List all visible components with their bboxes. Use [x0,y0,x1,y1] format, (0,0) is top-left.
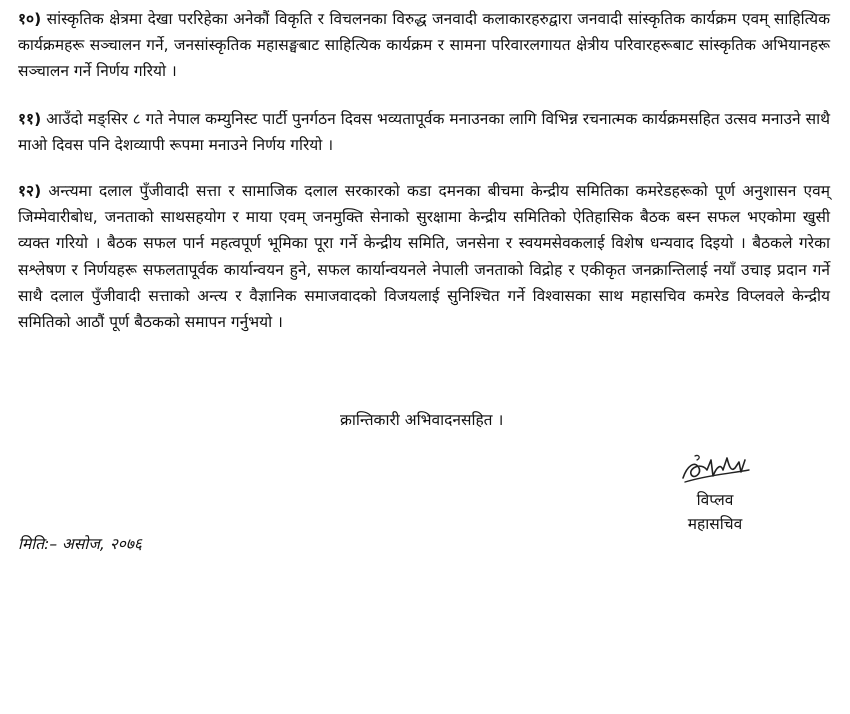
closing-salutation: क्रान्तिकारी अभिवादनसहित । [340,411,504,429]
paragraph-12 [18,178,830,335]
signature-block [660,448,770,536]
paragraph-number: ११) [18,110,42,128]
paragraph-text: सांस्कृतिक क्षेत्रमा देखा पररिहेका अनेकौं विकृति र विचलनका विरुद्ध जनवादी कलाकारहरुद्वारा जनवादी सांस्कृतिक कार्यक्रम एवम् साहित्यिक कार्यक्रमहरू सञ्चालन गर्ने, जनसांस्कृतिक महासङ्घबाट साहित्यिक कार्यक्रम र सामना परिवारलगायत क्षेत्रीय परिवारहरूबाट सांस्कृतिक अभियानहरू सञ्चालन गर्ने निर्णय गरियो । [18,10,830,81]
paragraph-text: अन्त्यमा दलाल पुँजीवादी सत्ता र सामाजिक दलाल सरकारको कडा दमनका बीचमा केन्द्रीय समितिका कमरेडहरूको पूर्ण अनुशासन एवम् जिम्मेवारीबोध, जनताको साथसहयोग र माया एवम् जनमुक्ति सेनाको सुरक्षामा केन्द्रीय समितिको ऐतिहासिक बैठक बस्न सफल भएकोमा खुसी व्यक्त गरियो । बैठक सफल पार्न महत्वपूर्ण भूमिका पूरा गर्ने केन्द्रीय समिति, जनसेना र स्वयमसेवकलाई विशेष धन्यवाद दिइयो । बैठकले गरेका सश्लेषण र निर्णयहरू सफलतापूर्वक कार्यान्वयन हुने, सफल कार्यान्वयनले नेपाली जनताको विद्रोह र एकीकृत जनक्रान्तिलाई नयाँ उचाइ प्रदान गर्ने साथै दलाल पुँजीवादी सत्ताको अन्त्य र वैज्ञानिक समाजवादको विजयलाई सुनिश्चित गर्ने विश्वासका साथ महासचिव कमरेड विप्लवले केन्द्रीय समितिको आठौं पूर्ण बैठकको समापन गर्नुभयो । [18,182,830,332]
paragraph-number: १२) [18,182,42,200]
paragraph-11 [18,106,830,158]
date-line: मिति:– असोज, २०७६ [18,535,142,553]
signatory-name: विप्लव [696,491,734,509]
paragraph-10 [18,6,830,85]
signatory-title: महासचिव [687,515,743,533]
paragraph-text: आउँदो मङ्सिर ८ गते नेपाल कम्युनिस्ट पार्टी पुनर्गठन दिवस भव्यतापूर्वक मनाउनका लागि विभिन्न रचनात्मक कार्यक्रमसहित उत्सव मनाउने साथै माओ दिवस पनि देशव्यापी रूपमा मनाउने निर्णय गरियो । [18,110,830,155]
paragraph-number: १०) [18,10,42,28]
handwritten-signature [675,448,755,488]
